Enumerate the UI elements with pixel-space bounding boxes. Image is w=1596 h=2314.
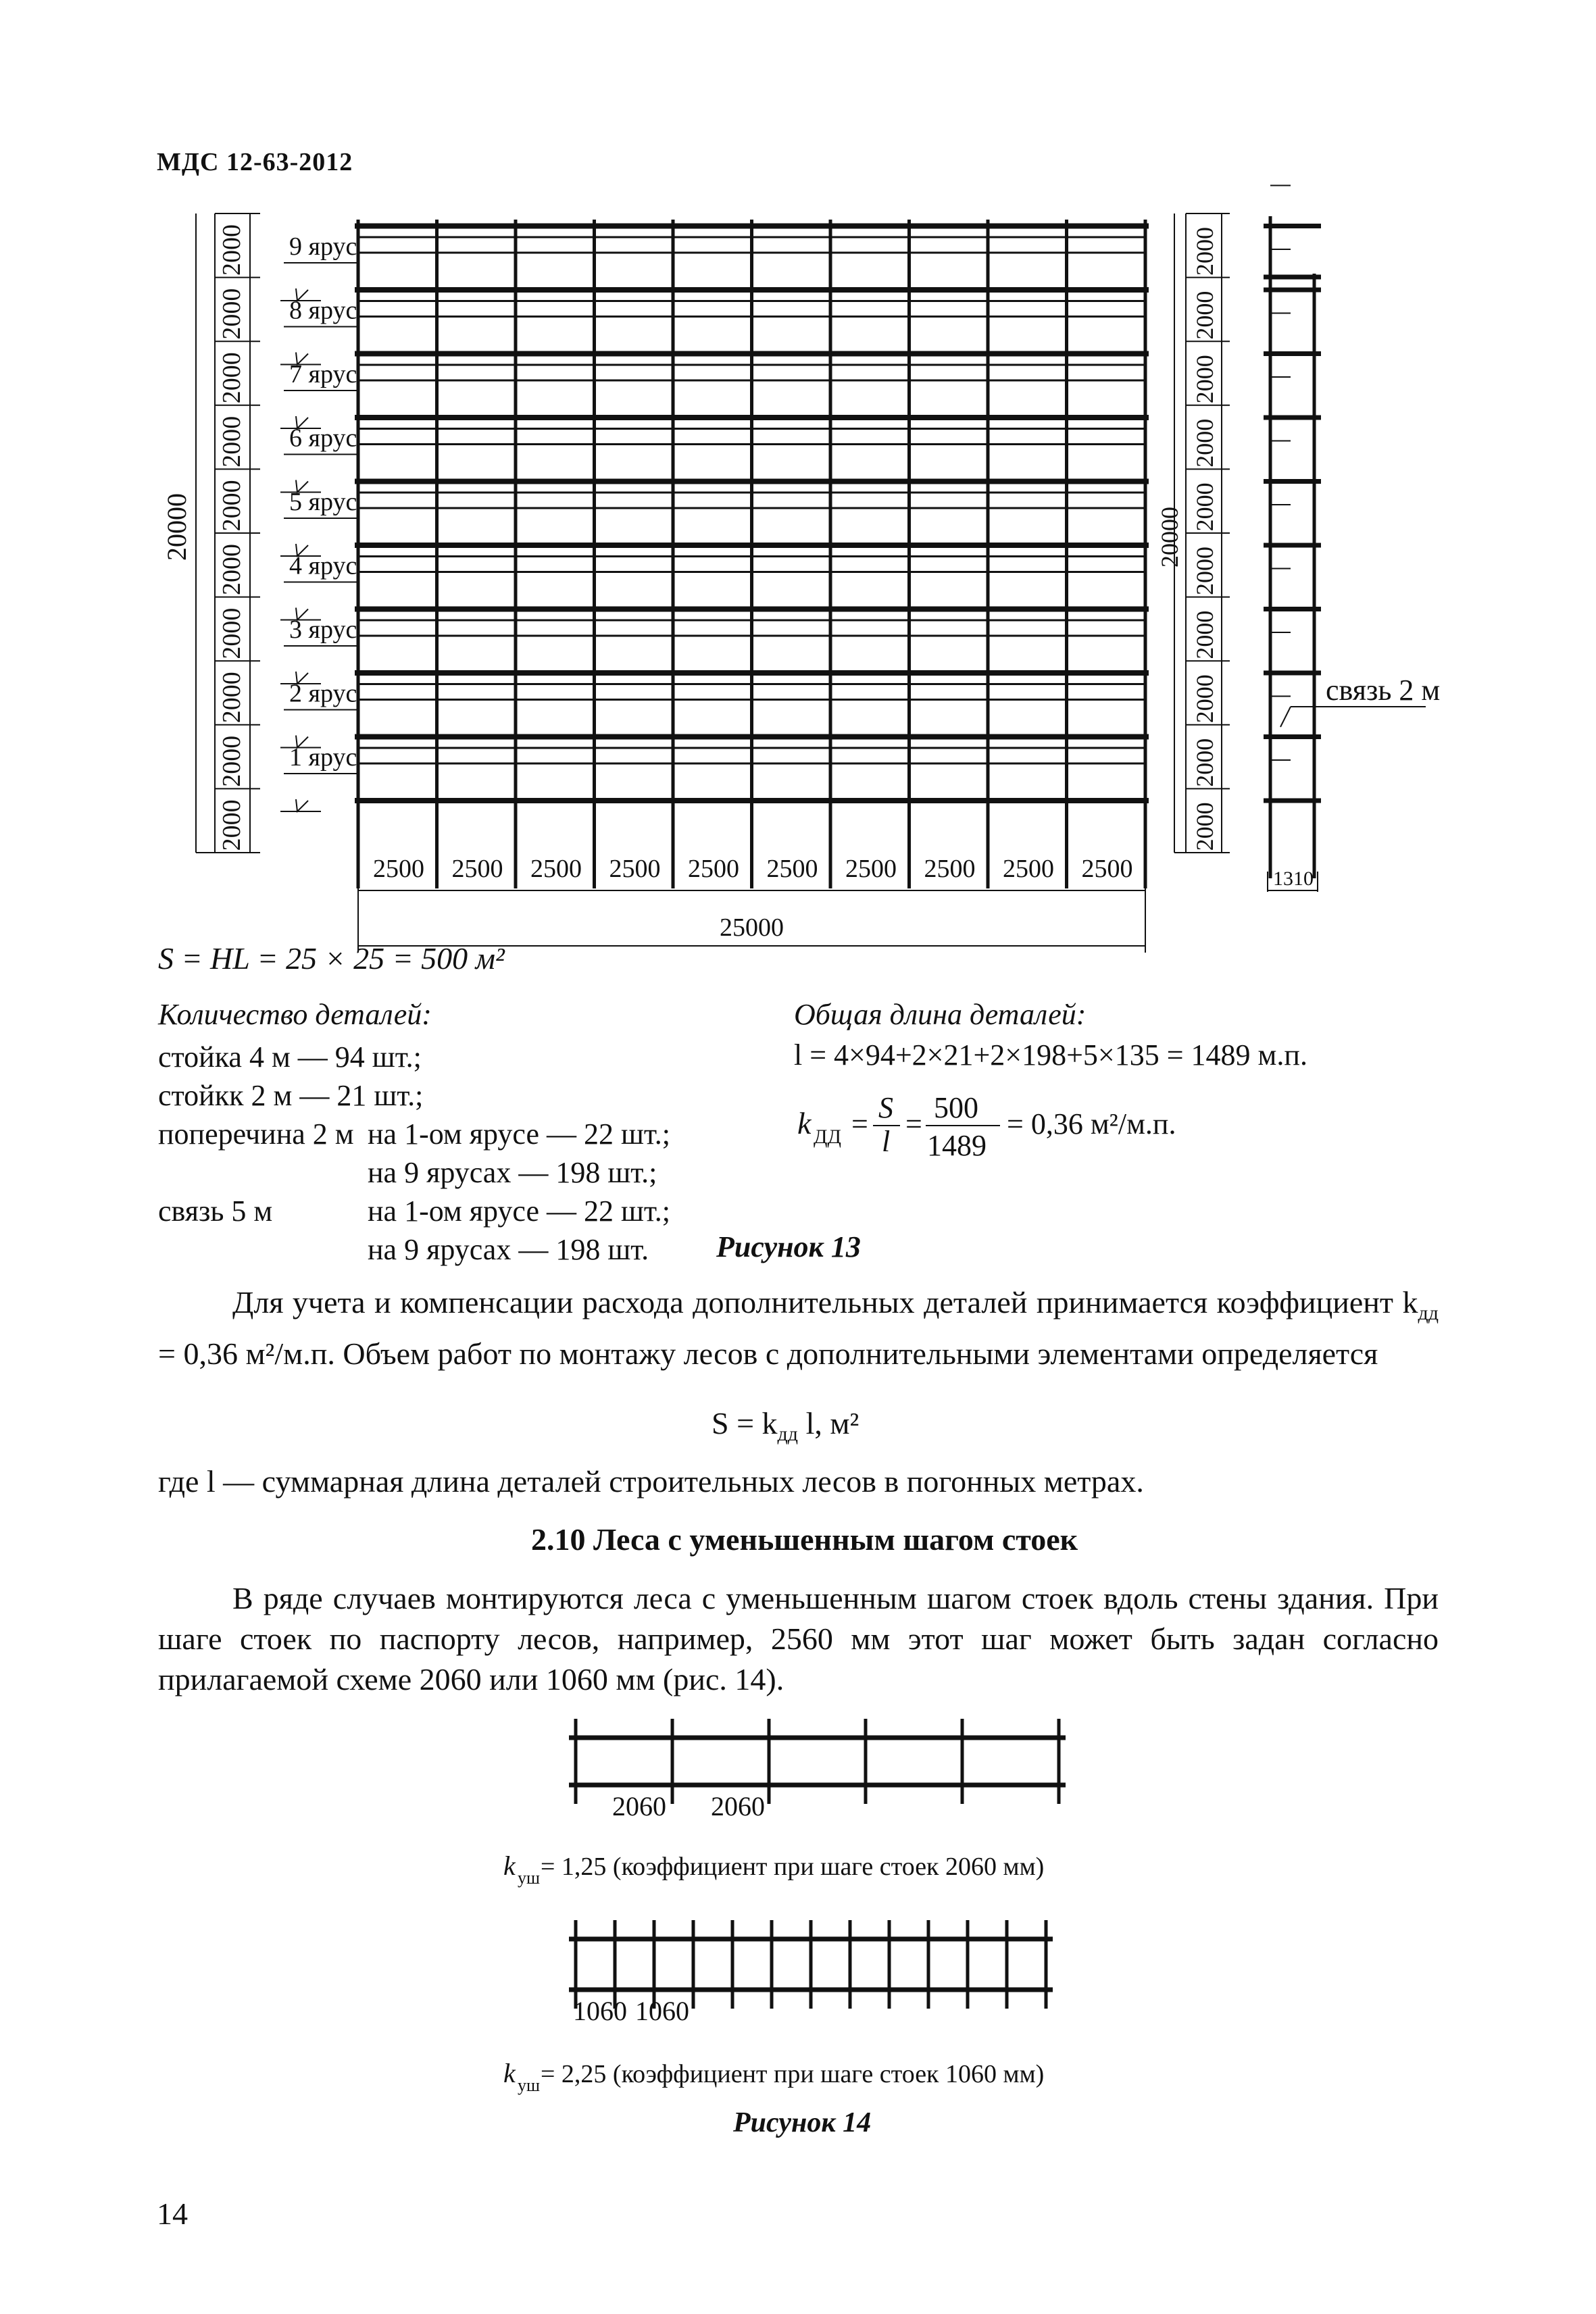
dimension-label: 2000 (218, 735, 246, 787)
k-ush-2-text: = 2,25 (коэффициент при шаге стоек 1060 мм) (541, 2060, 1045, 2088)
section-title: 2.10 Леса с уменьшенным шагом стоек (531, 1522, 1078, 1557)
bay-dimension-label: 2500 (924, 855, 976, 883)
k-result: = 0,36 м²/м.п. (1007, 1107, 1176, 1140)
right-dimension-column (1156, 213, 1230, 853)
fraction-numerator-s: S (878, 1091, 893, 1124)
bay-dimension-label: 2500 (451, 855, 503, 883)
dimension-1060-b: 1060 (635, 1996, 689, 2026)
tier-label: 6 ярус (289, 424, 357, 453)
bay-dimension-label: 2500 (688, 855, 739, 883)
bay-dimension-label: 2500 (530, 855, 582, 883)
svg-text:=: = (851, 1107, 868, 1140)
tier-label: 7 ярус (289, 360, 357, 388)
tier-label: 2 ярус (289, 679, 357, 708)
dimension-label: 2000 (218, 416, 246, 468)
dimension-label: 2000 (1191, 291, 1218, 340)
bay-dimension-label: 2500 (373, 855, 424, 883)
figure-14-drawing (0, 1709, 1596, 2155)
paragraph-reduced-step: В ряде случаев монтируются леса с уменьшенным шагом стоек вдоль стены здания. При шаге стоек по паспорту лесов, например, 2560 мм этот шаг может быть задан согласно прилагаемой схеме 2060 или 1060 мм (рис. 14). (158, 1581, 1439, 1696)
dimension-label: 2000 (1191, 610, 1218, 659)
parts-row: поперечина 2 м на 1-ом ярусе — 22 шт.; (158, 1117, 671, 1151)
parts-row: стойка 4 м — 94 шт.; (158, 1040, 422, 1074)
bay-dimension-label: 2500 (766, 855, 818, 883)
length-formula: l = 4×94+2×21+2×198+5×135 = 1489 м.п. (794, 1038, 1307, 1072)
tie-label: связь 2 м (1326, 674, 1441, 707)
k-ush-symbol: k (503, 2058, 516, 2088)
parts-row: стойкк 2 м — 21 шт.; (158, 1079, 424, 1112)
dimension-label: 2000 (218, 607, 246, 659)
figure-13-caption: Рисунок 13 (716, 1230, 861, 1263)
dimension-label: 2000 (218, 544, 246, 595)
k-dd-formula (784, 1081, 1257, 1176)
k-symbol: k (797, 1106, 812, 1140)
bay-dimension-label: 2500 (609, 855, 661, 883)
dimension-label: 2000 (218, 352, 246, 404)
bay-dimension-label: 2500 (1081, 855, 1133, 883)
bay-dimension-label: 2500 (845, 855, 897, 883)
dimension-2060-b: 2060 (711, 1791, 765, 1821)
length-title: Общая длина деталей: (794, 998, 1087, 1031)
side-width-label: 1310 (1273, 867, 1314, 890)
dimension-label: 2000 (218, 672, 246, 724)
dimension-2060-a: 2060 (612, 1791, 666, 1821)
figure-14-caption: Рисунок 14 (733, 2107, 872, 2138)
fraction-denominator-l: l (882, 1125, 891, 1158)
dimension-label: 2000 (218, 480, 246, 532)
k-subscript: ДД (814, 1126, 841, 1148)
volume-formula: $S = k_{дд}$ l, м² (712, 1406, 859, 1446)
dimension-label: 2000 (1191, 547, 1218, 595)
dimension-label: 2000 (1191, 738, 1218, 787)
tier-label: 3 ярус (289, 615, 357, 644)
page-number: 14 (157, 2196, 188, 2231)
parts-row: связь 5 м на 1-ом ярусе — 22 шт.; (158, 1194, 671, 1228)
paragraph-definition: где l — суммарная длина деталей строительных лесов в погонных метрах. (158, 1464, 1144, 1499)
tier-labels (280, 232, 358, 811)
svg-text:уш: уш (518, 2076, 541, 2095)
dimension-label: 2000 (1191, 482, 1218, 532)
dimension-1060-a: 1060 (573, 1996, 627, 2026)
paragraph-coefficient: Для учета и компенсации расхода дополнительных деталей принимается коэффициент $k_{дд} = 0,36$ м²/м.п. Объем работ по монтажу лесов с дополнительными элементами определяется (158, 1285, 1439, 1372)
tier-label: 9 ярус (289, 232, 357, 261)
fraction-numerator: 500 (934, 1091, 978, 1124)
figure-13-scaffold-drawing (0, 0, 1596, 986)
scaffold-frame (355, 220, 1149, 888)
tier-label: 1 ярус (289, 743, 357, 772)
side-view-ladder (1264, 186, 1321, 892)
dimension-label: 2000 (1191, 355, 1218, 404)
dimension-total-label: 20000 (1156, 507, 1183, 568)
dimension-label: 2000 (1191, 802, 1218, 851)
dimension-total-label: 20000 (161, 493, 192, 561)
dimension-label: 2000 (218, 288, 246, 340)
total-length-label: 25000 (720, 913, 784, 942)
dimension-label: 2000 (1191, 227, 1218, 276)
tier-label: 4 ярус (289, 551, 357, 580)
fraction-denominator: 1489 (927, 1129, 987, 1162)
dimension-label: 2000 (1191, 418, 1218, 468)
area-formula: S = HL = 25 × 25 = 500 м² (158, 941, 505, 976)
tier-label: 8 ярус (289, 296, 357, 325)
parts-row: на 9 ярусах — 198 шт.; (368, 1156, 657, 1189)
dimension-label: 2000 (218, 224, 246, 276)
left-dimension-column (161, 213, 260, 853)
document-code: МДС 12-63-2012 (157, 148, 353, 176)
svg-text:уш: уш (518, 1868, 541, 1888)
parts-row: на 9 ярусах — 198 шт. (368, 1233, 649, 1266)
svg-text:=: = (905, 1107, 922, 1140)
parts-title: Количество деталей: (158, 998, 432, 1031)
k-ush-1-text: = 1,25 (коэффициент при шаге стоек 2060 мм) (541, 1853, 1045, 1881)
level-marker (296, 799, 308, 811)
k-ush-symbol: k (503, 1851, 516, 1881)
dimension-label: 2000 (1191, 674, 1218, 724)
tier-label: 5 ярус (289, 488, 357, 516)
dimension-label: 2000 (218, 799, 246, 851)
bay-dimension-label: 2500 (1003, 855, 1054, 883)
parts-list (158, 1038, 670, 1269)
